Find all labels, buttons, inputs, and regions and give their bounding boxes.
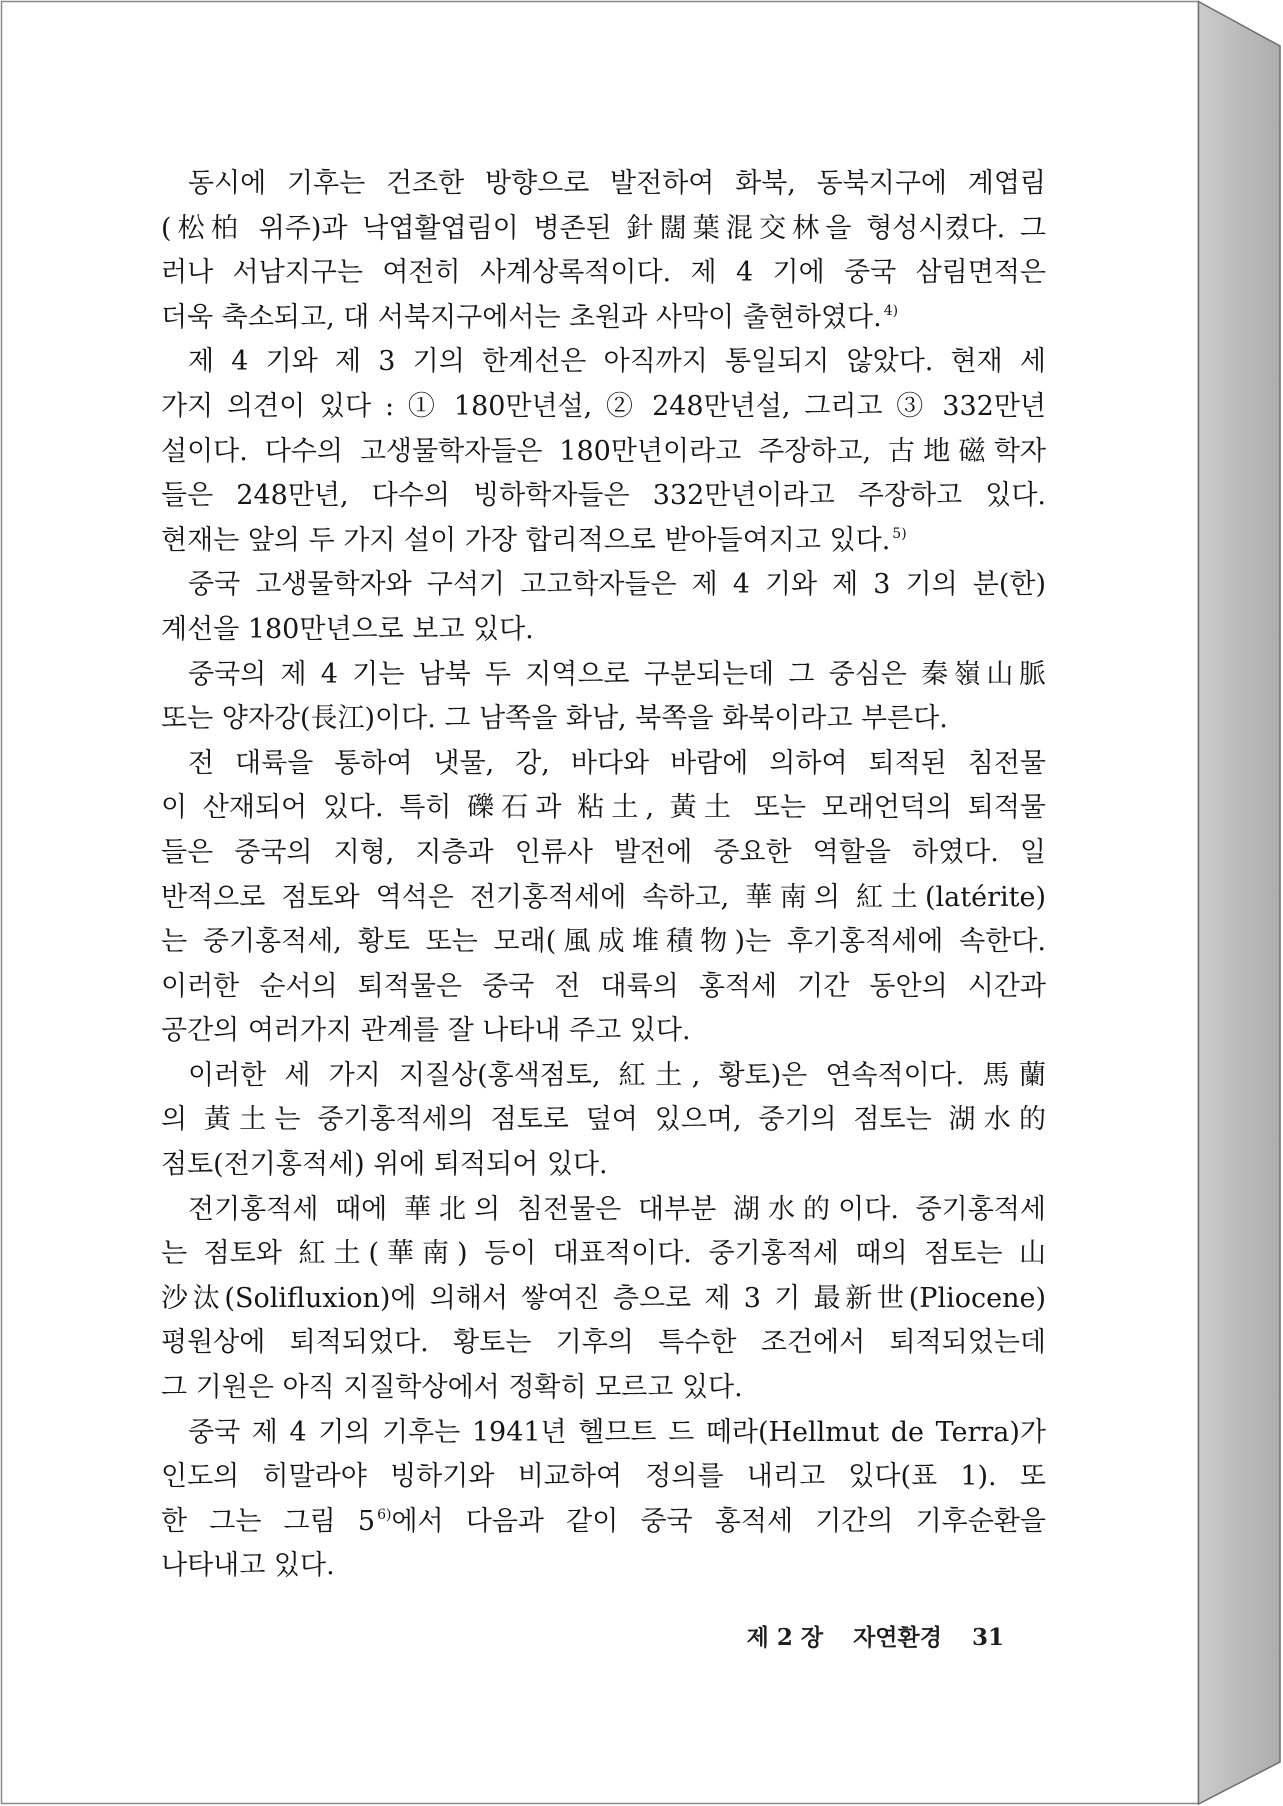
text-line [161,1366,1046,1411]
text-line [161,697,1046,742]
line-text: 더욱 축소되고, 대 서북지구에서는 초원과 사막이 출현하였다. [161,301,882,333]
line-text: 중국 고생물학자와 구석기 고고학자들은 제 4 기와 제 3 기의 분(한) [188,569,1046,601]
text-line [161,742,1046,787]
text-line [161,1098,1046,1143]
line-text: 인도의 히말라야 빙하기와 비교하여 정의를 내리고 있다(표 1). 또 [161,1461,1046,1493]
text-line [161,1277,1046,1322]
text-line [161,1143,1046,1188]
paragraph [161,563,1046,652]
paragraph [161,1054,1046,1188]
line-text: 전 대륙을 통하여 냇물, 강, 바다와 바람에 의하여 퇴적된 침전물 [188,747,1046,779]
text-line [161,831,1046,876]
text-line [161,296,1046,341]
page-thickness-edge [1199,2,1281,1805]
line-text: 동시에 기후는 건조한 방향으로 발전하여 화북, 동북지구에 계엽림 [188,168,1046,199]
text-line [161,965,1046,1010]
text-line [161,207,1046,252]
text-line [161,385,1046,430]
line-text: 현재는 앞의 두 가지 설이 가장 합리적으로 받아들여지고 있다. [161,524,891,556]
text-line [161,519,1046,564]
line-text: (松柏 위주)과 낙엽활엽림이 병존된 針闊葉混交林을 형성시켰다. 그 [161,212,1046,244]
text-line [161,474,1046,519]
line-text: 전기홍적세 때에 華北의 침전물은 대부분 湖水的이다. 중기홍적세 [188,1193,1046,1225]
line-text: 들은 중국의 지형, 지층과 인류사 발전에 중요한 역할을 하였다. 일 [161,836,1046,868]
line-text: 이러한 세 가지 지질상(홍색점토, 紅土, 황토)은 연속적이다. 馬蘭 [188,1059,1046,1091]
line-text: 중국 제 4 기의 기후는 1941년 헬므트 드 떼라(Hellmut de Terra)가 [188,1416,1046,1448]
text-line [161,1411,1046,1456]
line-text: 점토(전기홍적세) 위에 퇴적되어 있다. [161,1149,608,1181]
text-line [161,1009,1046,1054]
page-number: 31 [971,1624,1004,1651]
line-text: 그 기원은 아직 지질학상에서 정확히 모르고 있다. [161,1372,743,1404]
text-line [161,1321,1046,1366]
text-line [161,1054,1046,1099]
text-line [161,251,1046,296]
text-line [161,162,1046,207]
running-footer [747,1619,1004,1652]
text-line [161,1232,1046,1277]
paragraph [161,1411,1046,1589]
line-text: 또는 양자강(長江)이다. 그 남쪽을 화남, 북쪽을 화북이라고 부른다. [161,703,948,735]
footnote-reference: 5) [892,525,907,542]
text-line [161,920,1046,965]
text-line [161,653,1046,698]
text-line [161,1188,1046,1233]
line-text: 는 점토와 紅土(華南) 등이 대표적이다. 중기홍적세 때의 점토는 山 [161,1238,1046,1270]
line-text: 沙汰(Solifluxion)에 의해서 쌓여진 층으로 제 3 기 最新世(Pliocene) [161,1282,1046,1314]
line-text: 계선을 180만년으로 보고 있다. [161,613,534,645]
line-text: 이러한 순서의 퇴적물은 중국 전 대륙의 홍적세 기간 동안의 시간과 [161,970,1046,1002]
text-line [161,608,1046,653]
line-text: 의 黃土는 중기홍적세의 점토로 덮여 있으며, 중기의 점토는 湖水的 [161,1104,1046,1136]
line-text: 제 4 기와 제 3 기의 한계선은 아직까지 통일되지 않았다. 현재 세 [188,346,1046,378]
chapter-title: 자연환경 [853,1624,942,1651]
line-text: 가지 의견이 있다 : ① 180만년설, ② 248만년설, 그리고 ③ 332만년 [161,390,1046,422]
text-line [161,430,1046,475]
line-text: 반적으로 점토와 역석은 전기홍적세에 속하고, 華南의 紅土(latérite) [161,881,1046,913]
line-text: 공간의 여러가지 관계를 잘 나타내 주고 있다. [161,1015,691,1047]
line-text: 한 그는 그림 5 [161,1505,376,1537]
line-text: 나타내고 있다. [161,1550,335,1582]
text-line [161,786,1046,831]
text-line [161,876,1046,921]
line-text: 중국의 제 4 기는 남북 두 지역으로 구분되는데 그 중심은 秦嶺山脈 [188,658,1046,690]
text-line [161,1500,1046,1545]
line-text: 들은 248만년, 다수의 빙하학자들은 332만년이라고 주장하고 있다. [161,480,1046,512]
paragraph [161,1188,1046,1411]
text-line [161,1455,1046,1500]
text-line [161,1544,1046,1589]
line-text: 평원상에 퇴적되었다. 황토는 기후의 특수한 조건에서 퇴적되었는데 [161,1327,1046,1359]
line-text: 에서 다음과 같이 중국 홍적세 기간의 기후순환을 [391,1505,1046,1537]
paragraph [161,340,1046,563]
line-text: 러나 서남지구는 여전히 사계상록적이다. 제 4 기에 중국 삼림면적은 [161,257,1046,289]
paragraph [161,653,1046,742]
footnote-reference: 4) [883,302,899,319]
text-line [161,563,1046,608]
line-text: 설이다. 다수의 고생물학자들은 180만년이라고 주장하고, 古地磁학자 [161,435,1046,467]
footnote-reference: 6) [377,1506,392,1523]
line-text: 는 중기홍적세, 황토 또는 모래(風成堆積物)는 후기홍적세에 속한다. [161,926,1046,958]
text-line [161,340,1046,385]
line-text: 이 산재되어 있다. 특히 礫石과 粘土, 黃土 또는 모래언덕의 퇴적물 [161,792,1046,824]
paragraph [161,162,1046,340]
chapter-number: 제 2 장 [746,1624,824,1651]
body-text [161,162,1046,1589]
paragraph [161,742,1046,1054]
